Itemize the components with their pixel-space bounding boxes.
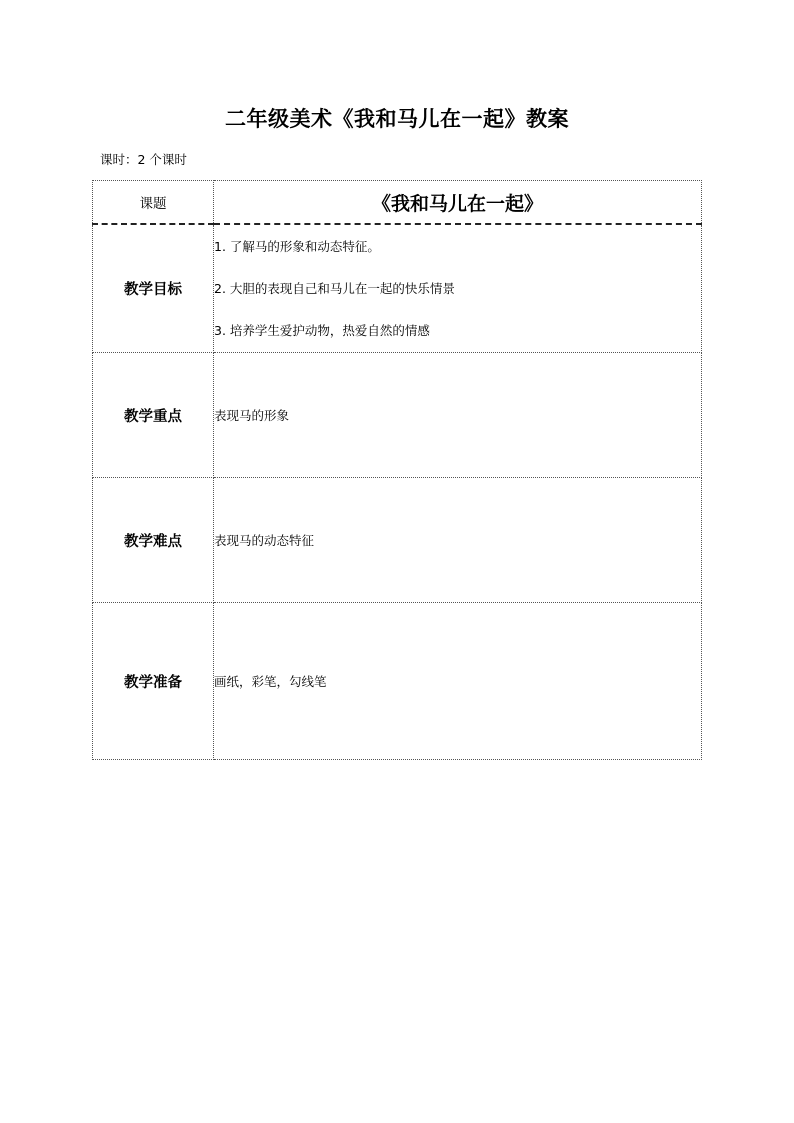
lesson-plan-table [92,180,702,760]
focus-label: 教学重点 [93,353,214,478]
focus-value: 表现马的形象 [214,353,702,478]
difficulty-label: 教学难点 [93,478,214,603]
document-title: 二年级美术《我和马儿在一起》教案 [225,107,569,131]
table-row-subject [93,181,702,225]
table-row-goals [93,224,702,353]
class-hours-text: 课时：2 个课时 [100,152,187,167]
preparation-label: 教学准备 [93,603,214,760]
goal-item-3: 3. 培养学生爱护动物，热爱自然的情感 [214,322,430,338]
preparation-value: 画纸，彩笔，勾线笔 [214,603,702,760]
goal-item-1: 1. 了解马的形象和动态特征。 [214,238,380,254]
goals-cell [214,224,702,353]
goals-label: 教学目标 [93,224,214,353]
table-row-focus [93,353,702,478]
goal-item-2: 2. 大胆的表现自己和马儿在一起的快乐情景 [214,280,455,296]
table-row-difficulty [93,478,702,603]
table-row-preparation [93,603,702,760]
difficulty-value: 表现马的动态特征 [214,478,702,603]
subject-value: 《我和马儿在一起》 [214,181,702,225]
subject-label: 课题 [93,181,214,225]
